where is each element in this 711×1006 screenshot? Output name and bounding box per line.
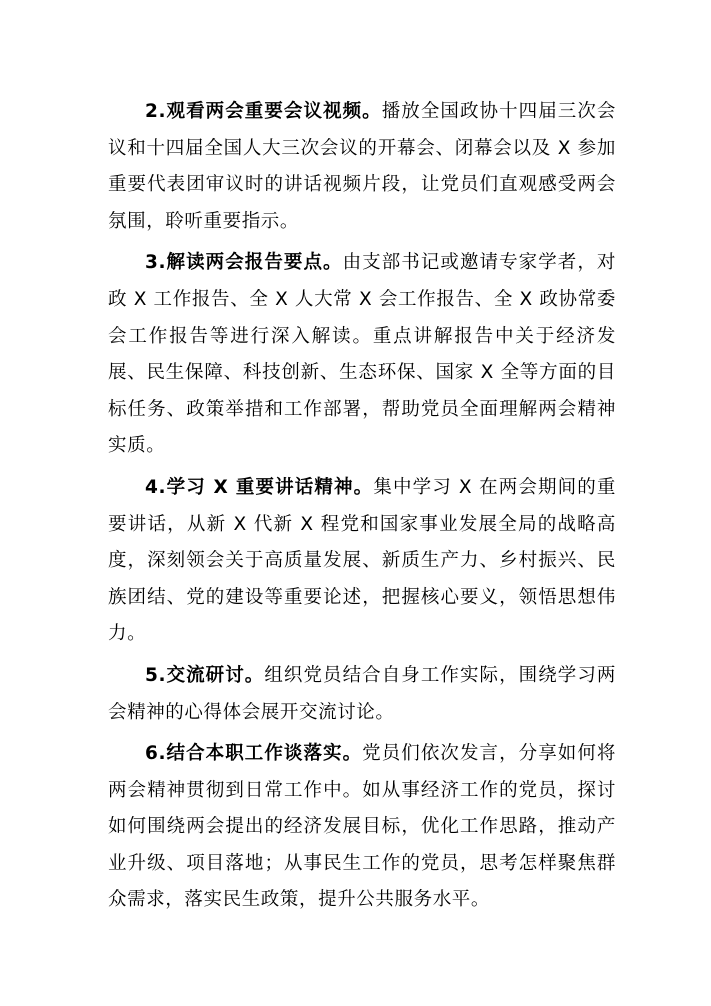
paragraph-heading: 6.结合本职工作谈落实。 [145, 743, 363, 765]
paragraph-text: 由支部书记或邀请专家学者，对政 X 工作报告、全 X 人大常 X 会工作报告、全 X 政协常委会工作报告等进行深入解读。重点讲解报告中关于经济发展、民生保障、科技创新、生态环保、国家 X 全等方面的目标任务、政策举措和工作部署，帮助党员全面理解两会精神实质。 [108, 252, 616, 457]
paragraph-heading: 4.学习 X 重要讲话精神。 [145, 476, 374, 498]
paragraph-interpret-reports [108, 245, 616, 465]
paragraph-study-speech [108, 470, 616, 653]
paragraph-text: 组织党员结合自身工作实际，围绕学习两会精神的心得体会展开交流讨论。 [108, 664, 616, 723]
paragraph-text: 党员们依次发言，分享如何将两会精神贯彻到日常工作中。如从事经济工作的党员，探讨如何围绕两会提出的经济发展目标，优化工作思路，推动产业升级、项目落地；从事民生工作的党员，思考怎样聚焦群众需求，落实民生政策，提升公共服务水平。 [108, 743, 616, 911]
paragraph-heading: 2.观看两会重要会议视频。 [145, 101, 382, 122]
paragraph-heading: 3.解读两会报告要点。 [145, 252, 343, 274]
paragraph-heading: 5.交流研讨。 [145, 664, 265, 686]
paragraph-discussion [108, 658, 616, 731]
paragraph-watch-videos [108, 94, 616, 240]
document-body [108, 94, 616, 924]
paragraph-implementation [108, 736, 616, 919]
paragraph-text: 播放全国政协十四届三次会议和十四届全国人大三次会议的开幕会、闭幕会以及 X 参加重要代表团审议时的讲话视频片段，让党员们直观感受两会氛围，聆听重要指示。 [108, 101, 617, 232]
paragraph-text: 集中学习 X 在两会期间的重要讲话，从新 X 代新 X 程党和国家事业发展全局的战略高度，深刻领会关于高质量发展、新质生产力、乡村振兴、民族团结、党的建设等重要论述，把握核心要义，领悟思想伟力。 [108, 476, 616, 645]
